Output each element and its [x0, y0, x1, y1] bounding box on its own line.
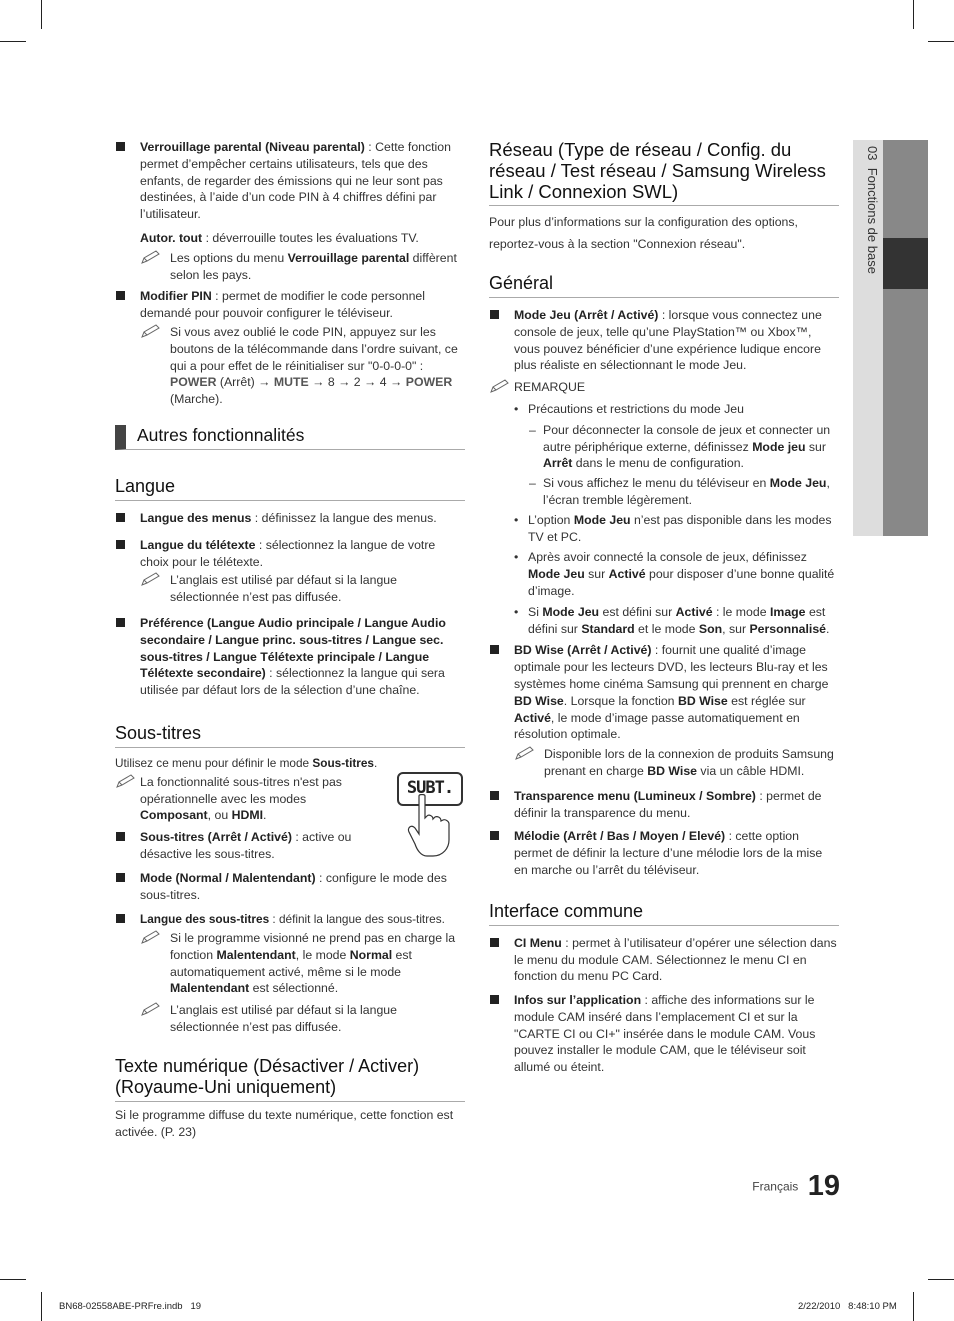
- left-column: [115, 139, 465, 1140]
- pencil-icon: [140, 1001, 162, 1017]
- intro-text: Utilisez ce menu pour définir le mode Sous-titres.: [115, 755, 378, 770]
- crop-mark: [41, 1292, 42, 1321]
- list-item: Mélodie (Arrêt / Bas / Moyen / Elevé) : cette option permet de définir la lecture d’une mélodie lors de la mise en marche ou l’arrêt du téléviseur.: [489, 828, 839, 878]
- section-heading: Langue: [115, 476, 465, 501]
- list-item: Verrouillage parental (Niveau parental) : Cette fonction permet d’empêcher certains utilisateurs, tels que des enfants, de regarder des émissions qui ne leur sont pas destinées, à l’aide d’un code PIN à 4 chiffres défini par l’utilisateur.: [115, 139, 465, 223]
- pencil-icon: [514, 745, 536, 761]
- pencil-icon: [140, 323, 162, 339]
- subt-button-illustration: [395, 772, 467, 858]
- list-item: Autor. tout : déverrouille toutes les évaluations TV.: [140, 230, 419, 245]
- crop-mark: [41, 0, 42, 29]
- side-tab-marker: [883, 238, 928, 289]
- list-item: • Si Mode Jeu est défini sur Activé : le mode Image est défini sur Standard et le mode Son, sur Personnalisé.: [514, 604, 839, 638]
- paragraph: Pour plus d’informations sur la configuration des options, reportez-vous à la section "Connexion réseau".: [489, 215, 798, 251]
- sub-list: [529, 422, 839, 509]
- hand-icon: [405, 794, 455, 858]
- section-heading: Texte numérique (Désactiver / Activer) (Royaume-Uni uniquement): [115, 1056, 465, 1102]
- list-item: BD Wise (Arrêt / Activé) : fournit une qualité d’image optimale pour les lecteurs DVD, les lecteurs Blu-ray et les systèmes home cinéma Samsung qui prennent en charge BD Wise. Lorsque la fonction BD Wise est réglée sur Activé, le mode d’image passe automatiquement en résolution optimale.: [489, 642, 839, 743]
- print-slug-date: 2/22/2010 8:48:10 PM: [798, 1301, 897, 1312]
- list-item: Infos sur l’application : affiche des informations sur le module CAM inséré dans l’emplacement CI et sur la "CARTE CI ou CI+" insérée dans le module CAM. Vous pouvez installer le module CAM, que le téléviseur soit allumé ou éteint.: [489, 992, 839, 1076]
- section-heading: Autres fonctionnalités: [115, 425, 465, 450]
- list-item: • L’option Mode Jeu n’est pas disponible dans les modes TV et PC.: [514, 512, 839, 546]
- crop-mark: [928, 1279, 954, 1280]
- remark-list: [514, 401, 839, 637]
- pencil-icon: [140, 929, 162, 945]
- print-slug-file: BN68-02558ABE-PRFre.indb 19: [59, 1301, 202, 1312]
- pencil-icon: [489, 378, 511, 394]
- list-item: Mode (Normal / Malentendant) : configure le mode des sous-titres.: [115, 870, 465, 904]
- paragraph: Si le programme diffuse du texte numérique, cette fonction est activée. (P. 23): [115, 1107, 454, 1139]
- note: Les options du menu Verrouillage parental diffèrent selon les pays.: [140, 250, 465, 284]
- chapter-title: Fonctions de base: [865, 167, 880, 274]
- pencil-icon: [115, 773, 137, 789]
- section-heading: Interface commune: [489, 901, 839, 926]
- page-footer: [700, 1170, 840, 1212]
- list-item: Sous-titres (Arrêt / Activé) : active ou désactive les sous-titres.: [115, 829, 365, 863]
- section-heading: Général: [489, 273, 839, 298]
- language-label: Français: [752, 1179, 799, 1194]
- page-number: 19: [807, 1170, 840, 1203]
- subtitle-block: [115, 774, 465, 863]
- list-item: Langue des sous-titres : définit la langue des sous-titres.: [115, 911, 465, 928]
- crop-mark: [0, 41, 26, 42]
- note: Si vous avez oublié le code PIN, appuyez sur les boutons de la télécommande dans l’ordre suivant, ce qui a pour effet de le réinitialiser sur "0-0-0-0" : POWER (Arrêt) → MUTE → 8 → 2 → 4 → POWER (Marche).: [140, 324, 465, 408]
- crop-mark: [928, 41, 954, 42]
- list-item: • Après avoir connecté la console de jeux, définissez Mode Jeu sur Activé pour disposer d’une bonne qualité d’image.: [514, 549, 839, 599]
- list-item: Transparence menu (Lumineux / Sombre) : permet de définir la transparence du menu.: [489, 788, 839, 822]
- list-item: Langue des menus : définissez la langue des menus.: [115, 510, 465, 527]
- list-item: Préférence (Langue Audio principale / Langue Audio secondaire / Langue princ. sous-titres / Langue sec. sous-titres / Langue Télétexte principale / Langue Télétexte secondaire) : sélectionnez la langue qui sera utilisée par défaut lors de la sélection d’une chaîne.: [115, 615, 465, 699]
- subt-button: SUBT.: [397, 772, 463, 806]
- list-item: Modifier PIN : permet de modifier le code personnel demandé pour pouvoir configurer le téléviseur.: [115, 288, 465, 322]
- crop-mark: [913, 1292, 914, 1321]
- crop-mark: [913, 0, 914, 29]
- section-heading: Réseau (Type de réseau / Config. du réseau / Test réseau / Samsung Wireless Link / Connexion SWL): [489, 139, 839, 206]
- note: L’anglais est utilisé par défaut si la langue sélectionnée n’est pas diffusée.: [140, 572, 465, 606]
- list-item: – Si vous affichez le menu du téléviseur en Mode Jeu, l’écran tremble légèrement.: [529, 475, 839, 509]
- note: Si le programme visionné ne prend pas en charge la fonction Malentendant, le mode Normal est automatiquement activé, même si le mode Malentendant est sélectionné.: [140, 930, 465, 997]
- section-heading: Sous-titres: [115, 723, 465, 748]
- note: Disponible lors de la connexion de produits Samsung prenant en charge BD Wise via un câble HDMI.: [514, 746, 839, 780]
- list-item: CI Menu : permet à l’utilisateur d’opérer une sélection dans le menu du module CAM. Sélectionnez le menu CI en fonction du menu PC Card.: [489, 935, 839, 985]
- side-tab-dark: [883, 140, 928, 536]
- right-column: [489, 139, 839, 1081]
- note: L’anglais est utilisé par défaut si la langue sélectionnée n’est pas diffusée.: [140, 1002, 465, 1036]
- list-item: • Précautions et restrictions du mode Jeu: [514, 401, 839, 418]
- chapter-number: 03: [865, 146, 880, 161]
- list-item: – Pour déconnecter la console de jeux et connecter un autre périphérique externe, définissez Mode jeu sur Arrêt dans le menu de configuration.: [529, 422, 839, 472]
- list-item: Mode Jeu (Arrêt / Activé) : lorsque vous connectez une console de jeux, telle qu’une PlayStation™ ou Xbox™, vous pouvez bénéficier d’une expérience ludique encore plus réaliste en sélectionnant le mode Jeu.: [489, 307, 839, 374]
- side-tab-label: [860, 146, 880, 326]
- pencil-icon: [140, 571, 162, 587]
- list-item: Langue du télétexte : sélectionnez la langue de votre choix pour le télétexte.: [115, 537, 465, 571]
- remark-label: REMARQUE: [514, 380, 586, 395]
- crop-mark: [0, 1279, 26, 1280]
- pencil-icon: [140, 249, 162, 265]
- note: [489, 379, 839, 396]
- note: La fonctionnalité sous-titres n'est pas opérationnelle avec les modes Composant, ou HDMI.: [115, 774, 365, 824]
